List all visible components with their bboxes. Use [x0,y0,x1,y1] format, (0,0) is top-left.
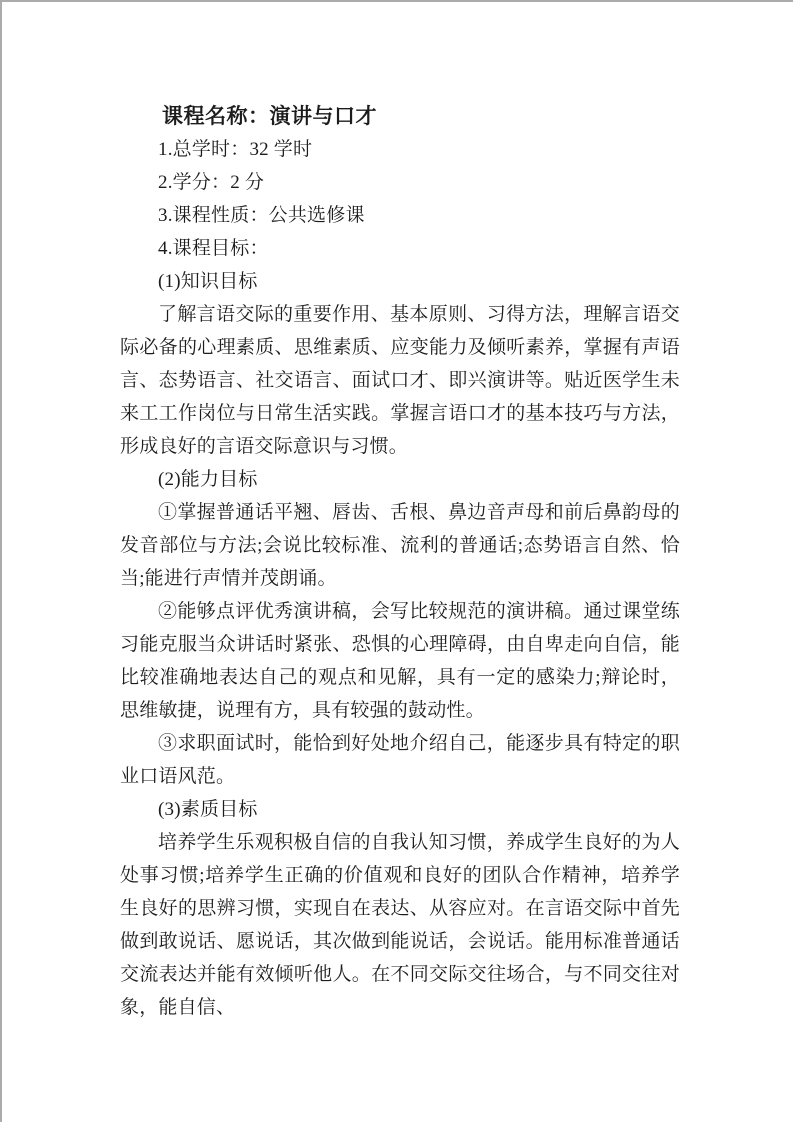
quality-objective-heading: (3)素质目标 [158,799,258,820]
ability-objective-paragraph-1: ①掌握普通话平翘、唇齿、舌根、鼻边音声母和前后鼻韵母的发音部位与方法;会说比较标准、流利的普通话;态势语言自然、恰当;能进行声情并茂朗诵。 [120,502,680,589]
knowledge-objective-paragraph: 了解言语交际的重要作用、基本原则、习得方法，理解言语交际必备的心理素质、思维素质、应变能力及倾听素养，掌握有声语言、态势语言、社交语言、面试口才、即兴演讲等。贴近医学生未来工工作岗位与日常生活实践。掌握言语口才的基本技巧与方法，形成良好的言语交际意识与习惯。 [120,304,680,457]
quality-objective-paragraph: 培养学生乐观积极自信的自我认知习惯，养成学生良好的为人处事习惯;培养学生正确的价值观和良好的团队合作精神，培养学生良好的思辨习惯，实现自在表达、从容应对。在言语交际中首先做到敢说话、愿说话，其次做到能说话，会说话。能用标准普通话交流表达并能有效倾听他人。在不同交际交往场合，与不同交往对象，能自信、 [120,832,680,1018]
course-total-hours: 1.总学时：32 学时 [158,139,313,160]
document-content [120,100,680,1024]
course-objectives-heading: 4.课程目标： [158,238,269,259]
ability-objective-heading: (2)能力目标 [158,469,258,490]
ability-objective-paragraph-2: ②能够点评优秀演讲稿，会写比较规范的演讲稿。通过课堂练习能克服当众讲话时紧张、恐惧的心理障碍，由自卑走向自信，能比较准确地表达自己的观点和见解，具有一定的感染力;辩论时，思维敏捷，说理有方，具有较强的鼓动性。 [120,601,680,721]
knowledge-objective-heading: (1)知识目标 [158,271,258,292]
course-type: 3.课程性质：公共选修课 [158,205,365,226]
course-title: 课程名称：演讲与口才 [162,104,377,128]
ability-objective-paragraph-3: ③求职面试时，能恰到好处地介绍自己，能逐步具有特定的职业口语风范。 [120,733,680,787]
course-credits: 2.学分：2 分 [158,172,265,193]
